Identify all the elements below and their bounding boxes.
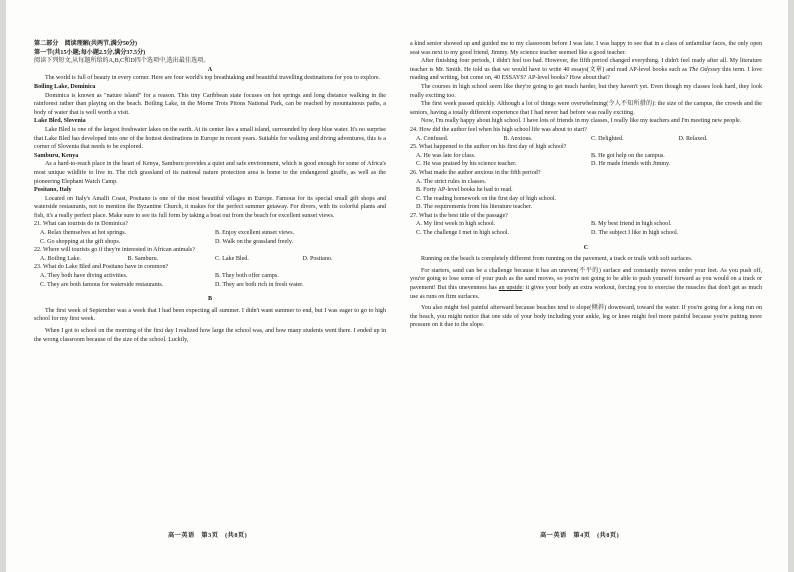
- question-25: 25. What happened to the author on his first day of high school?: [410, 144, 567, 151]
- place-text: Dominica is known as "nature island" for a reason. This tiny Caribbean state focuses on hot springs and long distance walking in the rainforest rather than playing on the beach. Boiling Lake, in the Morne Trois Pitons National Park, can be reached by mountainous paths, a body of water that is well worth a visit.: [34, 92, 386, 116]
- page-footer-left: 高一英语 第3页 (共8页): [168, 532, 248, 539]
- options-25: [410, 152, 762, 169]
- option: B. Samburu.: [127, 255, 159, 262]
- option: A. Boiling Lake.: [40, 255, 81, 262]
- option: A. He was late for class.: [416, 152, 476, 159]
- left-column: [34, 40, 386, 344]
- option: D. The subject I like in high school.: [591, 230, 679, 237]
- passage-a-label: A: [207, 66, 213, 73]
- options-22: [34, 255, 386, 264]
- options-23: [34, 272, 386, 289]
- question-26: 26. What made the author anxious in the fifth period?: [410, 169, 541, 176]
- place-name: Positano, Italy: [34, 187, 72, 194]
- options-27: [410, 220, 762, 237]
- passage-b-paragraph: The first week of September was a week that I had been expecting all summer. I didn't want summer to end, but I was eager to go to high school for my first week.: [34, 307, 386, 323]
- option: D. He made friends with Jimmy.: [591, 161, 671, 168]
- book-title: The Odyssey: [689, 66, 721, 73]
- option: D. The requirements from his literature teacher.: [416, 204, 532, 211]
- option: A. Confused.: [416, 135, 449, 142]
- passage-b-paragraph: When I got to school on the morning of the first day I realized how large the school was, and how many students went there. I ended up in the wrong classroom because of the size of the school. Luckily,: [34, 328, 386, 343]
- option: C. Delighted.: [591, 135, 624, 142]
- option: C. The challenge I met in high school.: [416, 230, 510, 237]
- section-title: 第二部分 阅读理解(共两节,满分50分): [34, 41, 138, 47]
- option: D. Walk on the grassland freely.: [215, 238, 294, 245]
- question-21: 21. What can tourists do in Dominica?: [34, 221, 128, 228]
- place-name: Lake Bled, Slovenia: [34, 118, 86, 125]
- option: C. The reading homework on the first day of high school.: [416, 195, 557, 202]
- page-footer-right: 高一英语 第4页 (共8页): [540, 532, 620, 539]
- passage-b-paragraph: a kind senior showed up and guided me to my classroom before I was late. I was happy to see that in a class of unfamiliar faces, the only open seat was next to my good friend, Jimmy. My science teacher seemed like a good teacher.: [410, 41, 762, 56]
- place-text: Lake Bled is one of the largest freshwater lakes on the earth. At its center lies a small island, surrounded by deep blue water. It's no surprise that Lake Bled has developed into one of the hottest destinations in Europe in recent years. Suitable for walking and diving adventures, this is a corner of Slovenia that needs to be explored.: [34, 126, 386, 151]
- option: A. They both have diving activities.: [40, 273, 128, 280]
- option: B. Anxious.: [503, 135, 533, 142]
- question-27: 27. What is the best title of the passage?: [410, 212, 508, 219]
- question-24: 24. How did the author feel when his high school life was about to start?: [410, 126, 587, 133]
- passage-c-paragraph: For starters, sand can be a challenge because it has an uneven(不平的) surface and constantly moves under your feet. As you push off, you're going to lose some of your push as the sand moves, so you're not going to be able to push yourself forward as you would on a track or pavement! But this unevenness has an upside: it gives your body an extra workout, forcing you to exercise the muscles that don't get as much use as runs on firm surfaces.: [410, 267, 762, 300]
- right-column: [410, 40, 762, 330]
- option: A. The strict rules in classes.: [416, 178, 487, 185]
- option: C. He was praised by his science teacher.: [416, 161, 517, 168]
- options-24: [410, 135, 762, 144]
- option: B. Enjoy excellent sunset views.: [215, 230, 295, 237]
- passage-c-label: C: [583, 244, 589, 251]
- question-22: 22. Where will tourists go if they're interested in African animals?: [34, 247, 195, 254]
- place-text: As a hard-to-reach place in the heart of Kenya, Samburu provides a quiet and safe environment, which is good enough for some of Africa's most unique wildlife to live in. The rich grassland of its national nature protection area is home to the endangered giraffe, as well as the pioneering Elephant Watch Camp.: [34, 161, 386, 185]
- passage-a-intro: The world is full of beauty in every corner. Here are four world's top breathtaking and beautiful travelling destinations for you to explore.: [45, 75, 381, 82]
- passage-b-paragraph: The first week passed quickly. Although a lot of things were overwhelming(令人不知所措的): the size of the campus, the crowds and the seniors, having a totally different experience that I had never had before was really exciting.: [410, 101, 762, 116]
- option: C. Go shopping at the gift shops.: [40, 238, 121, 245]
- option: A. My first week in high school.: [416, 221, 496, 228]
- place-text: Located on Italy's Amalfi Coast, Positano is one of the most beautiful villages in Europe. Famous for its special small gift shops and waterside restaurants, not to mention the Byzantine Church, it makes for the perfect summer getaway. For divers, with its colorful plants and fish, it's a really perfect place. Make sure to see its full form by taking a boat out from the beach for excellent sunset views.: [34, 195, 386, 219]
- option: D. Positano.: [302, 255, 333, 262]
- place-name: Boiling Lake, Dominica: [34, 83, 96, 90]
- passage-c-paragraph: Running on the beach is completely different from running on the pavement, a track or trails with soft surfaces.: [421, 256, 693, 263]
- passage-b-paragraph: After finishing four periods, I didn't feel too bad. However, the fifth period changed everything. I didn't feel ready after all. My literature teacher is Mr. Smith. He told us that we would have to write 40 essays(文章) and read AP-level books such as The Odyssey this term. I love reading and writing, but come on, 40 ESSAYS? AP-level books? How about that?: [410, 58, 763, 82]
- instruction: 阅读下列短文,从每题所给的A,B,C和D四个选项中,选出最佳选项。: [34, 58, 210, 65]
- option: A. Relax themselves at hot springs.: [40, 230, 127, 237]
- option: B. They both offer camps.: [215, 273, 279, 280]
- scan-edge-left: [0, 0, 6, 572]
- place-name: Samburu, Kenya: [34, 152, 79, 159]
- option: D. Relaxed.: [678, 135, 708, 142]
- option: D. They are both rich in fresh water.: [215, 281, 304, 288]
- passage-c-paragraph: You also might feel painful afterward because beaches tend to slope(倾斜) downward, toward the water. If you're going for a long run on the beach, you might notice that one side of your body including your ankle, leg or knee might feel more painful because you're putting more pressure on it due to the slope.: [410, 305, 762, 329]
- option: B. He got help on the campus.: [591, 152, 665, 159]
- underlined-phrase: an upside: [498, 285, 523, 292]
- passage-b-label: B: [207, 296, 213, 303]
- scan-edge-right: [788, 0, 794, 572]
- option: C. Lake Bled.: [215, 255, 249, 262]
- option: B. Forty AP-level books he had to read.: [416, 187, 513, 194]
- subsection-title: 第一节(共15小题;每小题2.5分,满分37.5分): [34, 49, 146, 56]
- question-23: 23. What do Lake Bled and Positano have in common?: [34, 264, 169, 271]
- passage-b-paragraph: Now, I'm really happy about high school. I have lots of friends in my classes, I really like my teachers and I'm meeting new people.: [421, 118, 742, 125]
- option: C. They are both famous for waterside restaurants.: [40, 281, 164, 288]
- option: B. My best friend in high school.: [591, 221, 672, 228]
- options-21: [34, 229, 386, 246]
- passage-b-paragraph: The courses in high school seem like they're going to get much harder, but they haven't yet. Even though my classes look hard, they look really exciting too.: [410, 83, 762, 99]
